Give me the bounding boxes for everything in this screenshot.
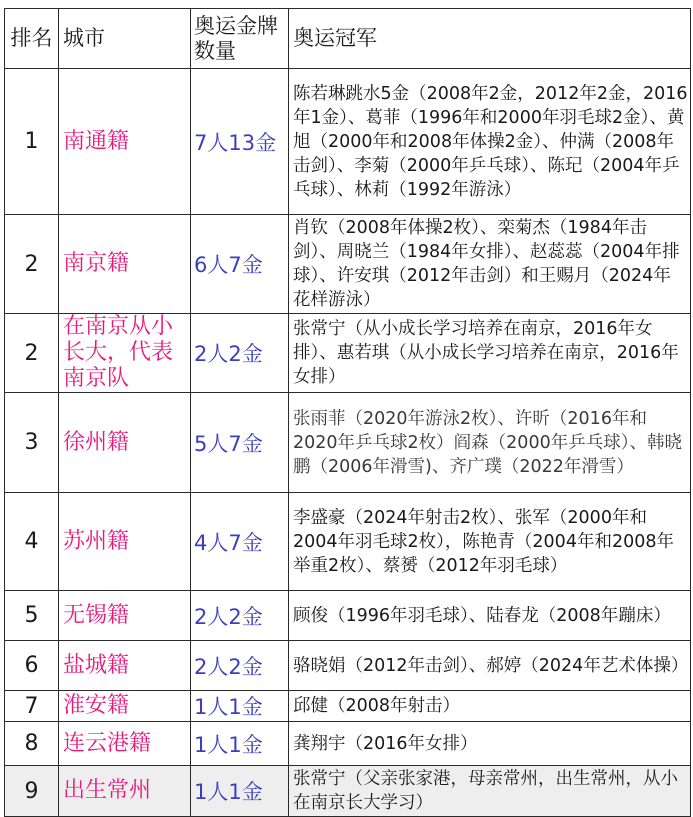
city-cell: 南通籍 xyxy=(59,69,191,215)
gold-count-cell: 2人2金 xyxy=(191,591,289,641)
city-cell: 无锡籍 xyxy=(59,591,191,641)
rank-cell: 2 xyxy=(5,314,59,393)
city-cell: 盐城籍 xyxy=(59,641,191,691)
gold-count-cell: 6人7金 xyxy=(191,215,289,314)
champions-cell: 顾俊（1996年羽毛球）、陆春龙（2008年蹦床） xyxy=(289,591,691,641)
city-cell: 淮安籍 xyxy=(59,691,191,722)
rank-cell: 2 xyxy=(5,215,59,314)
champions-cell: 骆晓娟（2012年击剑）、郝婷（2024年艺术体操） xyxy=(289,641,691,691)
champions-cell: 肖钦（2008年体操2枚）、栾菊杰（1984年击剑）、周晓兰（1984年女排）、赵蕊蕊（2004年排球）、许安琪（2012年击剑）和王赐月（2024年花样游泳） xyxy=(289,215,691,314)
gold-count-cell: 1人1金 xyxy=(191,766,289,817)
gold-count-cell: 7人13金 xyxy=(191,69,289,215)
champions-cell: 李盛豪（2024年射击2枚）、张军（2000年和2004年羽毛球2枚），陈艳青（2004年和2008年举重2枚）、蔡赟（2012年羽毛球） xyxy=(289,493,691,591)
rank-cell: 1 xyxy=(5,69,59,215)
table-row xyxy=(5,215,691,314)
champions-cell: 张常宁（父亲张家港，母亲常州，出生常州，从小在南京长大学习） xyxy=(289,766,691,817)
header-city: 城市 xyxy=(59,9,191,69)
rank-cell: 4 xyxy=(5,493,59,591)
city-cell: 在南京从小长大，代表南京队 xyxy=(59,314,191,393)
olympic-gold-table xyxy=(4,8,691,817)
table-row xyxy=(5,393,691,493)
rank-cell: 9 xyxy=(5,766,59,817)
table-row xyxy=(5,691,691,722)
rank-cell: 8 xyxy=(5,722,59,766)
champions-cell: 龚翔宇（2016年女排） xyxy=(289,722,691,766)
gold-count-cell: 1人1金 xyxy=(191,691,289,722)
table-row xyxy=(5,314,691,393)
rank-cell: 7 xyxy=(5,691,59,722)
gold-count-cell: 1人1金 xyxy=(191,722,289,766)
city-cell: 苏州籍 xyxy=(59,493,191,591)
gold-count-cell: 4人7金 xyxy=(191,493,289,591)
city-cell: 出生常州 xyxy=(59,766,191,817)
gold-count-cell: 2人2金 xyxy=(191,641,289,691)
table-row xyxy=(5,493,691,591)
champions-cell: 张雨菲（2020年游泳2枚）、许昕（2016年和2020年乒乓球2枚）阎森（2000年乒乓球）、韩晓鹏（2006年滑雪)、齐广璞（2022年滑雪） xyxy=(289,393,691,493)
header-gold-count: 奥运金牌数量 xyxy=(191,9,289,69)
table-row xyxy=(5,591,691,641)
header-rank: 排名 xyxy=(5,9,59,69)
city-cell: 南京籍 xyxy=(59,215,191,314)
rank-cell: 3 xyxy=(5,393,59,493)
city-cell: 徐州籍 xyxy=(59,393,191,493)
gold-count-cell: 2人2金 xyxy=(191,314,289,393)
city-cell: 连云港籍 xyxy=(59,722,191,766)
table-row xyxy=(5,722,691,766)
header-champions: 奥运冠军 xyxy=(289,9,691,69)
gold-count-cell: 5人7金 xyxy=(191,393,289,493)
rank-cell: 6 xyxy=(5,641,59,691)
header-row xyxy=(5,9,691,69)
champions-cell: 邱健（2008年射击） xyxy=(289,691,691,722)
table-row xyxy=(5,641,691,691)
table-row xyxy=(5,69,691,215)
rank-cell: 5 xyxy=(5,591,59,641)
champions-cell: 陈若琳跳水5金（2008年2金，2012年2金，2016年1金）、葛菲（1996年和2000年羽毛球2金）、黄旭（2000年和2008年体操2金）、仲满（2008年击剑）、李菊（2000年乒乓球）、陈玘（2004年乒乓球）、林莉（1992年游泳） xyxy=(289,69,691,215)
champions-cell: 张常宁（从小成长学习培养在南京，2016年女排）、惠若琪（从小成长学习培养在南京，2016年女排） xyxy=(289,314,691,393)
